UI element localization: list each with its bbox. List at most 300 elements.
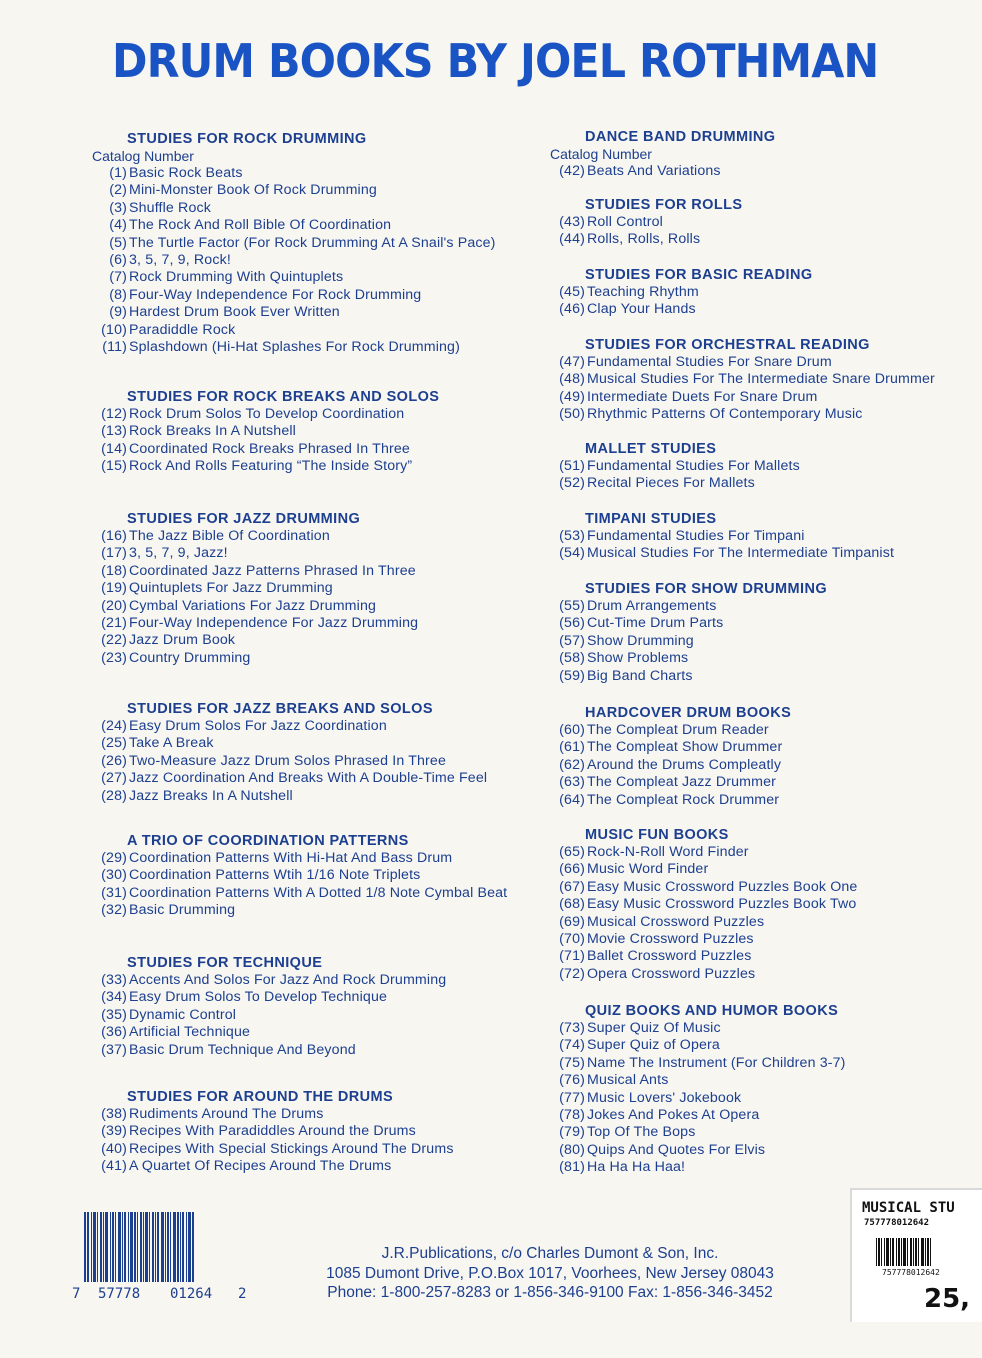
catalog-section xyxy=(92,388,562,476)
section-title: STUDIES FOR ROCK DRUMMING xyxy=(127,131,367,147)
catalog-number: (80) xyxy=(559,1141,585,1158)
book-title: Rock Drum Solos To Develop Coordination xyxy=(129,406,405,422)
book-title: Jokes And Pokes At Opera xyxy=(587,1107,760,1124)
book-list xyxy=(92,406,562,476)
book-title: Music Word Finder xyxy=(587,861,709,878)
list-item xyxy=(550,214,970,231)
catalog-section xyxy=(550,128,970,180)
list-item xyxy=(550,284,970,301)
list-item xyxy=(92,1007,562,1024)
book-list xyxy=(92,718,562,805)
price-sticker xyxy=(850,1188,982,1322)
catalog-number: (69) xyxy=(559,913,585,930)
book-title: Music Lovers' Jokebook xyxy=(587,1089,742,1106)
book-list xyxy=(92,972,562,1059)
book-title: The Turtle Factor (For Rock Drumming At A Snail's Pace) xyxy=(129,234,496,251)
book-title: Four-Way Independence For Jazz Drumming xyxy=(129,615,419,632)
catalog-number: (78) xyxy=(559,1107,585,1124)
catalog-number: (58) xyxy=(559,650,585,667)
list-item xyxy=(92,580,562,597)
catalog-number: (66) xyxy=(559,861,585,878)
book-title: Musical Ants xyxy=(587,1072,669,1089)
list-item xyxy=(550,722,970,739)
book-list xyxy=(550,598,970,685)
list-item xyxy=(92,1024,562,1041)
catalog-number: (38) xyxy=(101,1106,127,1122)
book-title: Paradiddle Rock xyxy=(129,321,236,338)
catalog-section xyxy=(550,266,970,319)
book-list xyxy=(92,165,562,356)
book-list xyxy=(550,354,970,424)
book-title: Rudiments Around The Drums xyxy=(129,1106,324,1122)
catalog-number: (68) xyxy=(559,896,585,913)
book-title: Four-Way Independence For Rock Drumming xyxy=(129,286,422,303)
catalog-section xyxy=(550,1002,970,1177)
list-item xyxy=(550,668,970,685)
list-item xyxy=(92,650,562,667)
catalog-number: (39) xyxy=(101,1123,127,1140)
list-item xyxy=(550,1142,970,1159)
list-item xyxy=(92,735,562,752)
book-title: Quips And Quotes For Elvis xyxy=(587,1141,766,1158)
section-title: STUDIES FOR JAZZ BREAKS AND SOLOS xyxy=(127,701,433,717)
book-title: 3, 5, 7, 9, Jazz! xyxy=(129,545,228,562)
list-item xyxy=(550,966,970,983)
book-title: The Jazz Bible Of Coordination xyxy=(129,528,330,544)
book-title: Cut-Time Drum Parts xyxy=(587,615,724,632)
list-item xyxy=(550,774,970,791)
book-title: Hardest Drum Book Ever Written xyxy=(129,304,340,321)
book-title: Around the Drums Compleatly xyxy=(587,756,782,773)
book-title: Take A Break xyxy=(129,735,214,752)
list-item xyxy=(92,902,562,919)
list-item xyxy=(92,269,562,286)
list-item xyxy=(92,972,562,989)
list-item xyxy=(92,304,562,321)
catalog-number: (62) xyxy=(559,756,585,773)
catalog-number: (35) xyxy=(101,1006,127,1023)
list-item xyxy=(550,914,970,931)
list-item xyxy=(550,1055,970,1072)
barcode-left-digits: 57778 xyxy=(98,1286,141,1302)
catalog-number: (45) xyxy=(559,284,585,300)
catalog-number: (76) xyxy=(559,1072,585,1089)
book-title: Easy Music Crossword Puzzles Book Two xyxy=(587,896,857,913)
book-list xyxy=(550,284,970,319)
list-item xyxy=(550,371,970,388)
list-item xyxy=(550,757,970,774)
catalog-number: (47) xyxy=(559,354,585,370)
book-title: The Compleat Rock Drummer xyxy=(587,791,780,808)
catalog-number: (77) xyxy=(559,1089,585,1106)
list-item xyxy=(550,389,970,406)
list-item xyxy=(92,850,562,867)
list-item xyxy=(550,163,970,180)
list-item xyxy=(550,792,970,809)
catalog-number: (70) xyxy=(559,931,585,948)
catalog-number: (64) xyxy=(559,791,585,808)
section-title: STUDIES FOR SHOW DRUMMING xyxy=(585,581,827,597)
section-title: QUIZ BOOKS AND HUMOR BOOKS xyxy=(585,1003,839,1019)
catalog-number: (31) xyxy=(101,884,127,901)
catalog-number: (73) xyxy=(559,1020,585,1036)
footer-line-2: 1085 Dumont Drive, P.O.Box 1017, Voorhees, New Jersey 08043 xyxy=(326,1264,774,1282)
list-item xyxy=(550,896,970,913)
book-list xyxy=(550,163,970,180)
section-title: STUDIES FOR ROCK BREAKS AND SOLOS xyxy=(127,389,440,405)
book-title: The Compleat Drum Reader xyxy=(587,722,769,738)
book-list xyxy=(550,1020,970,1177)
book-title: Rock-N-Roll Word Finder xyxy=(587,844,749,860)
book-list xyxy=(550,214,970,249)
catalog-number: (32) xyxy=(101,902,127,919)
list-item xyxy=(550,545,970,562)
catalog-number: (23) xyxy=(101,649,127,666)
list-item xyxy=(92,1123,562,1140)
book-title: Jazz Drum Book xyxy=(129,632,236,649)
section-title: STUDIES FOR ROLLS xyxy=(585,197,743,213)
book-title: Coordinated Rock Breaks Phrased In Three xyxy=(129,440,410,457)
book-title: The Compleat Show Drummer xyxy=(587,739,783,756)
list-item xyxy=(550,475,970,492)
catalog-number: (28) xyxy=(101,787,127,804)
list-item xyxy=(550,948,970,965)
barcode-bars xyxy=(84,1212,234,1290)
catalog-number: (15) xyxy=(101,458,127,475)
list-item xyxy=(92,458,562,475)
catalog-number: (2) xyxy=(109,182,127,199)
list-item xyxy=(550,1159,970,1176)
catalog-number: (27) xyxy=(101,770,127,787)
list-item xyxy=(550,844,970,861)
book-title: Basic Drumming xyxy=(129,902,236,919)
book-title: Two-Measure Jazz Drum Solos Phrased In Three xyxy=(129,752,447,769)
catalog-section xyxy=(550,510,970,563)
section-title: STUDIES FOR ORCHESTRAL READING xyxy=(585,337,870,353)
publisher-footer xyxy=(280,1244,820,1303)
book-title: Rhythmic Patterns Of Contemporary Music xyxy=(587,406,863,423)
book-title: Rock Breaks In A Nutshell xyxy=(129,423,296,440)
book-title: Ha Ha Ha Haa! xyxy=(587,1159,686,1176)
catalog-section xyxy=(550,440,970,493)
catalog-number: (21) xyxy=(101,615,127,632)
list-item xyxy=(92,322,562,339)
book-title: Fundamental Studies For Timpani xyxy=(587,528,805,544)
list-item xyxy=(550,1124,970,1141)
section-title: TIMPANI STUDIES xyxy=(585,511,717,527)
list-item xyxy=(92,867,562,884)
list-item xyxy=(92,1106,562,1123)
catalog-number: (16) xyxy=(101,528,127,544)
catalog-number: (5) xyxy=(109,234,127,251)
catalog-number: (63) xyxy=(559,774,585,791)
book-title: Easy Music Crossword Puzzles Book One xyxy=(587,878,858,895)
catalog-number: (7) xyxy=(109,269,127,286)
book-title: Beats And Variations xyxy=(587,163,721,179)
catalog-number: (34) xyxy=(101,989,127,1006)
catalog-number: (61) xyxy=(559,739,585,756)
barcode-check-digit: 2 xyxy=(238,1286,247,1302)
catalog-section xyxy=(550,196,970,249)
book-list xyxy=(92,528,562,667)
list-item xyxy=(92,989,562,1006)
catalog-number: (37) xyxy=(101,1041,127,1058)
upc-barcode xyxy=(72,1212,256,1312)
catalog-number: (8) xyxy=(109,286,127,303)
book-title: Super Quiz Of Music xyxy=(587,1020,721,1036)
catalog-number: (52) xyxy=(559,475,585,492)
book-title: Musical Studies For The Intermediate Snare Drummer xyxy=(587,371,935,388)
catalog-section xyxy=(92,510,562,667)
list-item xyxy=(550,1090,970,1107)
book-title: Show Drumming xyxy=(587,632,694,649)
catalog-number: (50) xyxy=(559,406,585,423)
catalog-number: (75) xyxy=(559,1054,585,1071)
catalog-number-label: Catalog Number xyxy=(92,148,194,164)
book-title: Quintuplets For Jazz Drumming xyxy=(129,580,333,597)
list-item xyxy=(550,598,970,615)
book-title: Clap Your Hands xyxy=(587,301,696,318)
book-list xyxy=(550,722,970,809)
list-item xyxy=(550,879,970,896)
catalog-number: (43) xyxy=(559,214,585,230)
catalog-number: (59) xyxy=(559,667,585,684)
sticker-title: MUSICAL STU xyxy=(862,1200,955,1216)
list-item xyxy=(550,633,970,650)
section-title: STUDIES FOR BASIC READING xyxy=(585,267,813,283)
catalog-number: (55) xyxy=(559,598,585,614)
book-title: Name The Instrument (For Children 3-7) xyxy=(587,1054,846,1071)
book-title: The Compleat Jazz Drummer xyxy=(587,774,777,791)
list-item xyxy=(92,598,562,615)
list-item xyxy=(550,1107,970,1124)
book-title: Coordination Patterns With Hi-Hat And Bass Drum xyxy=(129,850,453,866)
catalog-number: (54) xyxy=(559,545,585,562)
list-item xyxy=(92,339,562,356)
page-title: DRUM BOOKS BY JOEL ROTHMAN xyxy=(112,34,879,88)
list-item xyxy=(92,182,562,199)
catalog-section xyxy=(550,826,970,983)
book-title: Musical Crossword Puzzles xyxy=(587,913,765,930)
book-title: A Quartet Of Recipes Around The Drums xyxy=(129,1158,392,1175)
catalog-section xyxy=(92,700,562,805)
list-item xyxy=(550,650,970,667)
book-title: Rock Drumming With Quintuplets xyxy=(129,269,344,286)
catalog-number: (4) xyxy=(109,217,127,234)
list-item xyxy=(550,1020,970,1037)
sticker-barcode xyxy=(876,1238,931,1268)
catalog-number: (46) xyxy=(559,301,585,318)
catalog-section xyxy=(550,704,970,809)
catalog-number: (53) xyxy=(559,528,585,544)
book-title: Accents And Solos For Jazz And Rock Drumming xyxy=(129,972,447,988)
catalog-number: (79) xyxy=(559,1124,585,1141)
book-list xyxy=(550,844,970,983)
catalog-number: (3) xyxy=(109,199,127,216)
footer-line-3: Phone: 1-800-257-8283 or 1-856-346-9100 Fax: 1-856-346-3452 xyxy=(327,1284,773,1301)
catalog-section xyxy=(92,954,562,1059)
list-item xyxy=(550,861,970,878)
book-title: Movie Crossword Puzzles xyxy=(587,931,754,948)
catalog-number: (30) xyxy=(101,867,127,884)
book-title: Ballet Crossword Puzzles xyxy=(587,948,752,965)
catalog-number: (11) xyxy=(102,339,127,356)
list-item xyxy=(92,615,562,632)
book-title: Fundamental Studies For Mallets xyxy=(587,458,800,474)
list-item xyxy=(92,528,562,545)
list-item xyxy=(92,406,562,423)
catalog-number: (67) xyxy=(559,878,585,895)
section-title: STUDIES FOR TECHNIQUE xyxy=(127,955,323,971)
list-item xyxy=(92,287,562,304)
list-item xyxy=(550,354,970,371)
book-title: Coordinated Jazz Patterns Phrased In Three xyxy=(129,562,416,579)
list-item xyxy=(550,739,970,756)
book-title: Recipes With Paradiddles Around the Drums xyxy=(129,1123,416,1140)
catalog-number: (29) xyxy=(101,850,127,866)
book-list xyxy=(92,850,562,920)
list-item xyxy=(92,563,562,580)
section-title: STUDIES FOR AROUND THE DRUMS xyxy=(127,1089,394,1105)
list-item xyxy=(92,1158,562,1175)
book-title: Fundamental Studies For Snare Drum xyxy=(587,354,832,370)
book-title: Top Of The Bops xyxy=(587,1124,696,1141)
catalog-number: (6) xyxy=(109,252,127,269)
book-title: Jazz Breaks In A Nutshell xyxy=(129,787,293,804)
list-item xyxy=(550,931,970,948)
list-item xyxy=(92,235,562,252)
catalog-number: (74) xyxy=(559,1037,585,1054)
book-title: Intermediate Duets For Snare Drum xyxy=(587,388,818,405)
catalog-number-label: Catalog Number xyxy=(550,146,652,162)
book-title: Jazz Coordination And Breaks With A Double-Time Feel xyxy=(129,770,488,787)
list-item xyxy=(550,231,970,248)
list-item xyxy=(92,718,562,735)
book-title: Basic Drum Technique And Beyond xyxy=(129,1041,356,1058)
catalog-number: (57) xyxy=(559,632,585,649)
sticker-code: 757778012642 xyxy=(864,1218,930,1228)
book-title: Coordination Patterns With A Dotted 1/8 Note Cymbal Beat xyxy=(129,884,508,901)
catalog-number: (25) xyxy=(101,735,127,752)
list-item xyxy=(92,217,562,234)
book-title: Rock And Rolls Featuring “The Inside Story” xyxy=(129,458,413,475)
book-title: Basic Rock Beats xyxy=(129,165,243,181)
list-item xyxy=(92,252,562,269)
catalog-number: (13) xyxy=(101,423,127,440)
book-title: Super Quiz of Opera xyxy=(587,1037,720,1054)
catalog-number: (48) xyxy=(559,371,585,388)
list-item xyxy=(550,458,970,475)
book-title: The Rock And Roll Bible Of Coordination xyxy=(129,217,392,234)
list-item xyxy=(550,528,970,545)
book-title: Country Drumming xyxy=(129,649,251,666)
book-title: Splashdown (Hi-Hat Splashes For Rock Drumming) xyxy=(129,339,460,356)
book-title: Mini-Monster Book Of Rock Drumming xyxy=(129,182,377,199)
book-title: Show Problems xyxy=(587,650,689,667)
book-title: Easy Drum Solos To Develop Technique xyxy=(129,989,388,1006)
catalog-section xyxy=(550,580,970,685)
book-title: Dynamic Control xyxy=(129,1006,237,1023)
list-item xyxy=(92,441,562,458)
catalog-section xyxy=(92,1088,562,1176)
section-title: A TRIO OF COORDINATION PATTERNS xyxy=(127,833,409,849)
list-item xyxy=(92,423,562,440)
book-title: Cymbal Variations For Jazz Drumming xyxy=(129,597,377,614)
catalog-number: (49) xyxy=(559,388,585,405)
catalog-number: (65) xyxy=(559,844,585,860)
list-item xyxy=(550,1072,970,1089)
catalog-number: (1) xyxy=(109,165,127,181)
catalog-number: (51) xyxy=(559,458,585,474)
list-item xyxy=(92,753,562,770)
catalog-number: (42) xyxy=(559,163,585,179)
catalog-number: (10) xyxy=(101,321,127,338)
book-title: Teaching Rhythm xyxy=(587,284,699,300)
book-list xyxy=(92,1106,562,1176)
catalog-number: (36) xyxy=(101,1024,127,1041)
book-title: Shuffle Rock xyxy=(129,199,211,216)
list-item xyxy=(92,788,562,805)
list-item xyxy=(92,770,562,787)
book-list xyxy=(550,528,970,563)
catalog-number: (44) xyxy=(559,231,585,248)
catalog-number: (56) xyxy=(559,615,585,632)
catalog-section xyxy=(550,336,970,424)
list-item xyxy=(550,301,970,318)
catalog-number: (26) xyxy=(101,752,127,769)
list-item xyxy=(92,545,562,562)
book-title: Coordination Patterns Wtih 1/16 Note Triplets xyxy=(129,867,421,884)
catalog-number: (20) xyxy=(101,597,127,614)
book-title: Artificial Technique xyxy=(129,1024,251,1041)
catalog-number: (81) xyxy=(559,1159,585,1176)
list-item xyxy=(550,615,970,632)
barcode-bar xyxy=(930,1238,931,1266)
catalog-number: (14) xyxy=(101,440,127,457)
sticker-small-code: 757778012642 xyxy=(882,1268,940,1277)
catalog-number: (9) xyxy=(109,304,127,321)
section-title: DANCE BAND DRUMMING xyxy=(585,129,776,145)
catalog-number: (72) xyxy=(559,965,585,982)
catalog-number: (40) xyxy=(101,1140,127,1157)
section-title: MALLET STUDIES xyxy=(585,441,717,457)
catalog-number: (22) xyxy=(101,632,127,649)
book-title: Opera Crossword Puzzles xyxy=(587,965,756,982)
book-title: Easy Drum Solos For Jazz Coordination xyxy=(129,718,387,734)
book-title: Roll Control xyxy=(587,214,663,230)
section-title: STUDIES FOR JAZZ DRUMMING xyxy=(127,511,361,527)
book-title: Musical Studies For The Intermediate Timpanist xyxy=(587,545,895,562)
list-item xyxy=(92,165,562,182)
list-item xyxy=(92,200,562,217)
section-title: MUSIC FUN BOOKS xyxy=(585,827,729,843)
list-item xyxy=(92,1042,562,1059)
book-title: 3, 5, 7, 9, Rock! xyxy=(129,252,231,269)
barcode-bar xyxy=(192,1212,194,1282)
catalog-number: (71) xyxy=(559,948,585,965)
list-item xyxy=(92,885,562,902)
book-title: Recipes With Special Stickings Around The Drums xyxy=(129,1140,454,1157)
list-item xyxy=(92,1141,562,1158)
catalog-number: (18) xyxy=(101,562,127,579)
catalog-number: (17) xyxy=(101,545,127,562)
catalog-number: (33) xyxy=(101,972,127,988)
catalog-number: (41) xyxy=(101,1158,127,1175)
catalog-section xyxy=(92,130,562,356)
list-item xyxy=(550,406,970,423)
book-title: Recital Pieces For Mallets xyxy=(587,475,755,492)
catalog-number: (19) xyxy=(101,580,127,597)
